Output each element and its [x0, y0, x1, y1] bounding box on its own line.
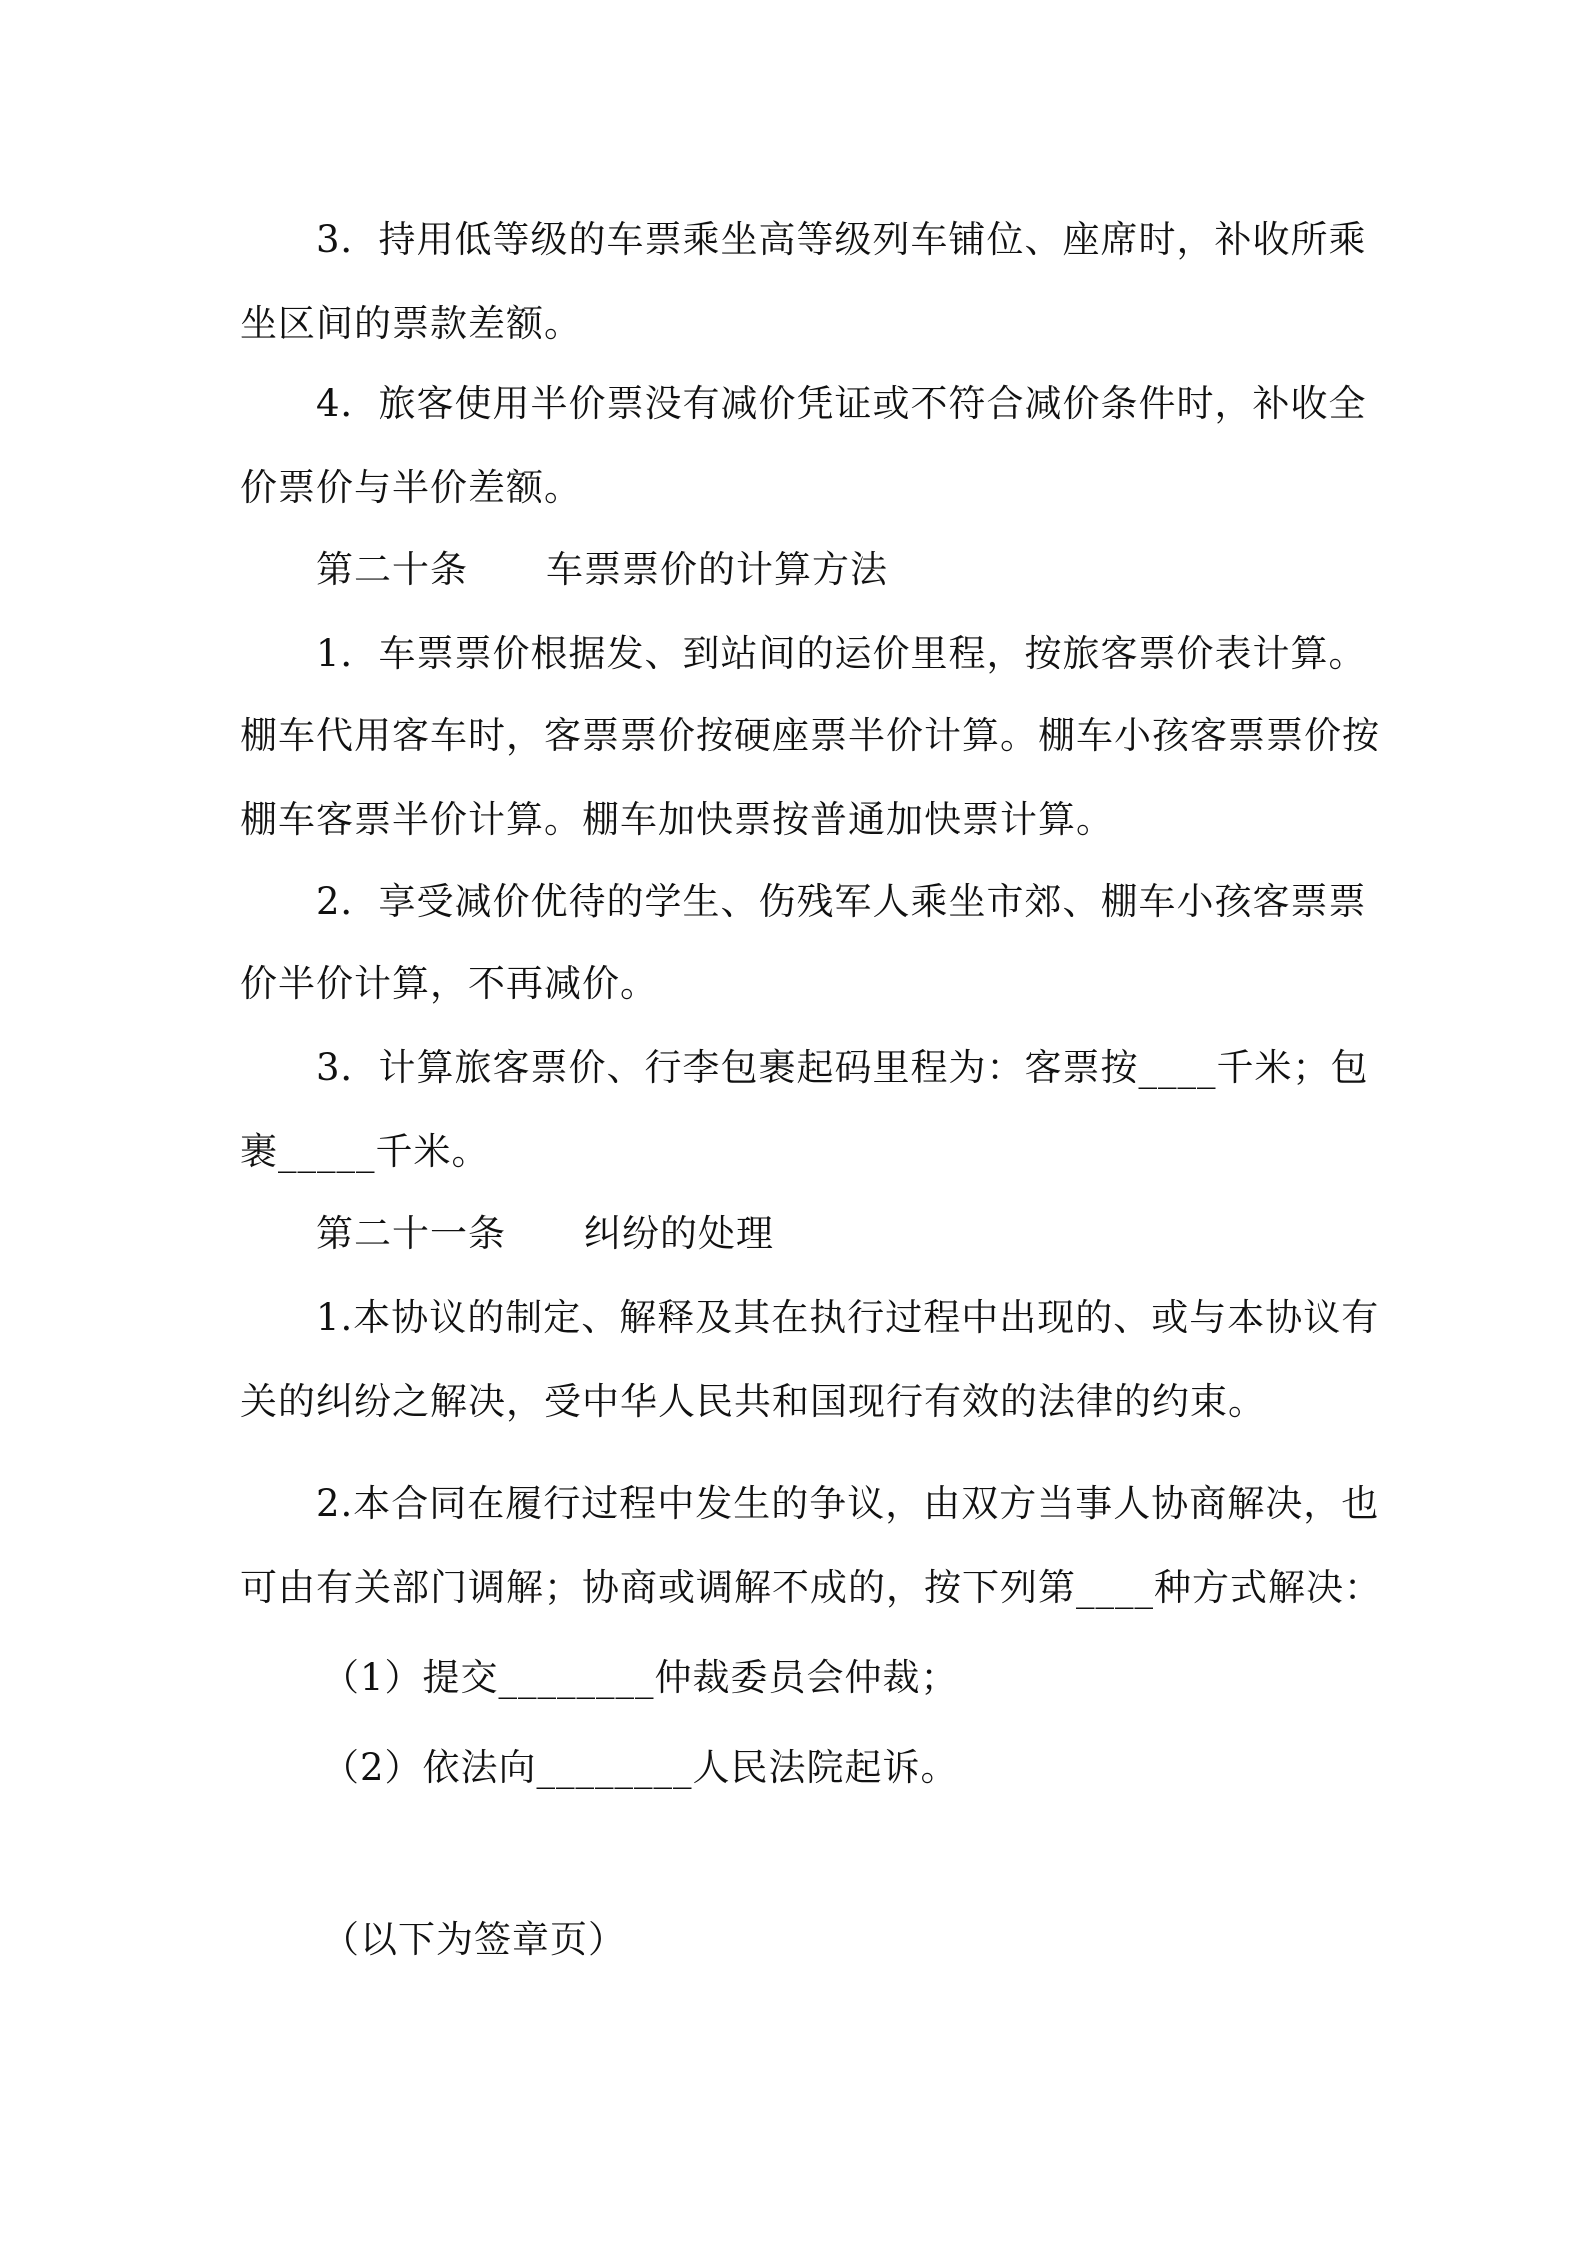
paragraph-line: 1．车票票价根据发、到站间的运价里程，按旅客票价表计算。 — [316, 632, 1367, 675]
article-title: 纠纷的处理 — [584, 1212, 774, 1255]
paragraph-line: 4．旅客使用半价票没有减价凭证或不符合减价条件时，补收全 — [316, 382, 1367, 425]
paragraph-line: 2.本合同在履行过程中发生的争议，由双方当事人协商解决，也 — [316, 1482, 1380, 1525]
article-number: 第二十一条 — [316, 1212, 506, 1255]
paragraph-line: 3．持用低等级的车票乘坐高等级列车铺位、座席时，补收所乘 — [316, 218, 1367, 261]
paragraph-line: 可由有关部门调解；协商或调解不成的，按下列第____种方式解决： — [240, 1566, 1382, 1609]
signature-page-note: （以下为签章页） — [322, 1918, 626, 1961]
article-21-heading — [316, 1212, 774, 1256]
paragraph-line: 3．计算旅客票价、行李包裹起码里程为：客票按____千米；包 — [316, 1046, 1369, 1089]
paragraph-line: 棚车代用客车时，客票票价按硬座票半价计算。棚车小孩客票票价按 — [240, 714, 1380, 757]
paragraph-line: 2．享受减价优待的学生、伤残军人乘坐市郊、棚车小孩客票票 — [316, 880, 1367, 923]
paragraph-line: 1.本协议的制定、解释及其在执行过程中出现的、或与本协议有 — [316, 1296, 1380, 1339]
paragraph-line: 棚车客票半价计算。棚车加快票按普通加快票计算。 — [240, 798, 1114, 841]
article-title: 车票票价的计算方法 — [546, 548, 888, 591]
option-line: （1）提交________仲裁委员会仲裁； — [322, 1656, 959, 1699]
option-line: （2）依法向________人民法院起诉。 — [322, 1746, 959, 1789]
paragraph-line: 关的纠纷之解决，受中华人民共和国现行有效的法律的约束。 — [240, 1380, 1266, 1423]
article-20-heading — [316, 548, 888, 592]
paragraph-line: 价半价计算，不再减价。 — [240, 962, 658, 1005]
paragraph-line: 坐区间的票款差额。 — [240, 302, 582, 345]
article-number: 第二十条 — [316, 548, 468, 591]
paragraph-line: 价票价与半价差额。 — [240, 466, 582, 509]
paragraph-line: 裹_____千米。 — [240, 1130, 490, 1173]
